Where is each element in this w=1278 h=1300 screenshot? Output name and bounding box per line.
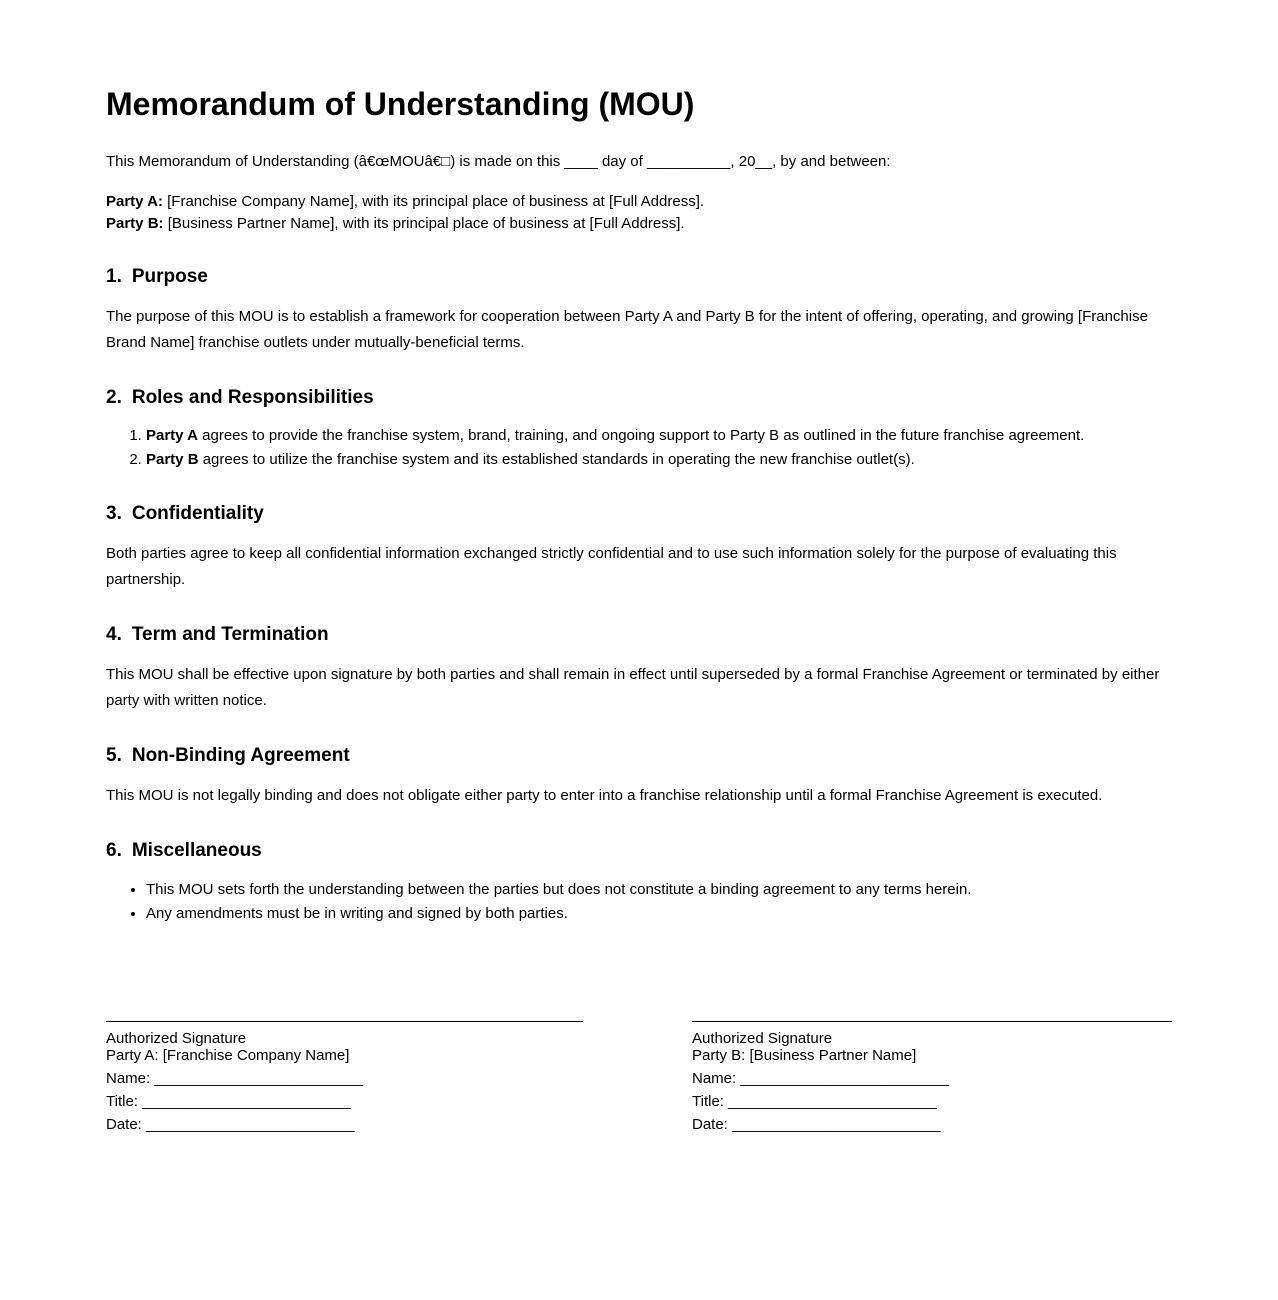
section-heading	[106, 387, 1172, 410]
title-blank-line: _________________________	[142, 1092, 351, 1110]
section-number: 6.	[106, 839, 122, 861]
section-body: This MOU shall be effective upon signature by both parties and shall remain in effect until superseded by a formal Franchise Agreement or terminated by either party with written notice.	[106, 665, 1160, 709]
title-label: Title:	[692, 1092, 724, 1110]
section-purpose	[106, 266, 1172, 356]
party-a-line	[106, 191, 1172, 213]
signature-name-row	[692, 1070, 1172, 1087]
signature-party-line: Party B: [Business Partner Name]	[692, 1046, 917, 1064]
section-heading-label: Roles and Responsibilities	[131, 386, 374, 408]
section-confidentiality	[106, 503, 1172, 593]
section-miscellaneous	[106, 840, 1172, 926]
authorized-signature-label: Authorized Signature	[692, 1029, 833, 1047]
intro-paragraph: This Memorandum of Understanding (â€œMOUâ€□) is made on this ____ day of __________, 20__, by and between:	[106, 152, 891, 170]
signature-header	[106, 1030, 583, 1064]
section-non-binding-agreement	[106, 745, 1172, 809]
date-blank-line: _________________________	[732, 1115, 941, 1133]
section-number: 2.	[106, 386, 122, 408]
party-a-label: Party A:	[106, 192, 163, 210]
signature-block-party-a	[106, 1021, 583, 1133]
section-heading-label: Term and Termination	[131, 624, 329, 646]
signature-block-party-b	[692, 1021, 1172, 1133]
list-item-text: agrees to provide the franchise system, brand, training, and ongoing support to Party B as outlined in the future franchise agreement.	[197, 427, 1085, 445]
name-label: Name:	[692, 1069, 737, 1087]
section-number: 3.	[106, 503, 122, 525]
section-heading	[106, 745, 1172, 768]
signature-date-row	[106, 1116, 583, 1133]
section-heading	[106, 840, 1172, 863]
list-item-bold: Party B	[146, 451, 199, 469]
name-blank-line: _________________________	[154, 1069, 363, 1087]
section-roles-and-responsibilities	[106, 387, 1172, 473]
page-title: Memorandum of Understanding (MOU)	[106, 86, 695, 122]
miscellaneous-bullet-list	[106, 878, 1172, 926]
section-term-and-termination	[106, 624, 1172, 714]
signature-date-row	[692, 1116, 1172, 1133]
date-label: Date:	[692, 1115, 728, 1133]
title-blank-line: _________________________	[728, 1092, 937, 1110]
name-blank-line: _________________________	[740, 1069, 949, 1087]
name-label: Name:	[106, 1069, 151, 1087]
signature-title-row	[692, 1093, 1172, 1110]
party-b-label: Party B:	[106, 214, 164, 232]
list-item	[146, 448, 1172, 472]
signature-title-row	[106, 1093, 583, 1110]
section-number: 4.	[106, 624, 122, 646]
list-item: • Any amendments must be in writing and signed by both parties.	[146, 902, 1172, 926]
title-label: Title:	[106, 1092, 138, 1110]
roles-ordered-list	[106, 424, 1172, 472]
section-heading	[106, 624, 1172, 647]
signature-party-line: Party A: [Franchise Company Name]	[106, 1046, 350, 1064]
section-heading	[106, 266, 1172, 289]
list-item-text: agrees to utilize the franchise system and its established standards in operating the new franchise outlet(s).	[198, 451, 915, 469]
section-number: 1.	[106, 265, 122, 287]
party-a-text: [Franchise Company Name], with its principal place of business at [Full Address].	[162, 192, 705, 210]
list-item: • This MOU sets forth the understanding between the parties but does not constitute a binding agreement to any terms herein.	[146, 878, 1172, 902]
signature-header	[692, 1030, 1172, 1064]
section-heading-label: Confidentiality	[131, 503, 264, 525]
authorized-signature-label: Authorized Signature	[106, 1029, 247, 1047]
section-heading-label: Non-Binding Agreement	[131, 744, 350, 766]
list-item-bold: Party A	[146, 427, 198, 445]
date-blank-line: _________________________	[146, 1115, 355, 1133]
date-label: Date:	[106, 1115, 142, 1133]
section-heading-label: Miscellaneous	[131, 839, 262, 861]
party-b-text: [Business Partner Name], with its principal place of business at [Full Address].	[163, 214, 685, 232]
signature-area	[106, 1021, 1172, 1133]
section-number: 5.	[106, 744, 122, 766]
section-heading	[106, 503, 1172, 526]
signature-name-row	[106, 1070, 583, 1087]
parties-paragraph	[106, 191, 1172, 235]
section-body: The purpose of this MOU is to establish a framework for cooperation between Party A and Party B for the intent of offering, operating, and growing [Franchise Brand Name] franchise outlets under mutually-beneficial terms.	[106, 307, 1148, 351]
party-b-line	[106, 213, 1172, 235]
section-body: This MOU is not legally binding and does not obligate either party to enter into a franchise relationship until a formal Franchise Agreement is executed.	[106, 786, 1103, 804]
section-heading-label: Purpose	[131, 265, 208, 287]
section-body: Both parties agree to keep all confidential information exchanged strictly confidential and to use such information solely for the purpose of evaluating this partnership.	[106, 545, 1117, 589]
list-item	[146, 424, 1172, 448]
